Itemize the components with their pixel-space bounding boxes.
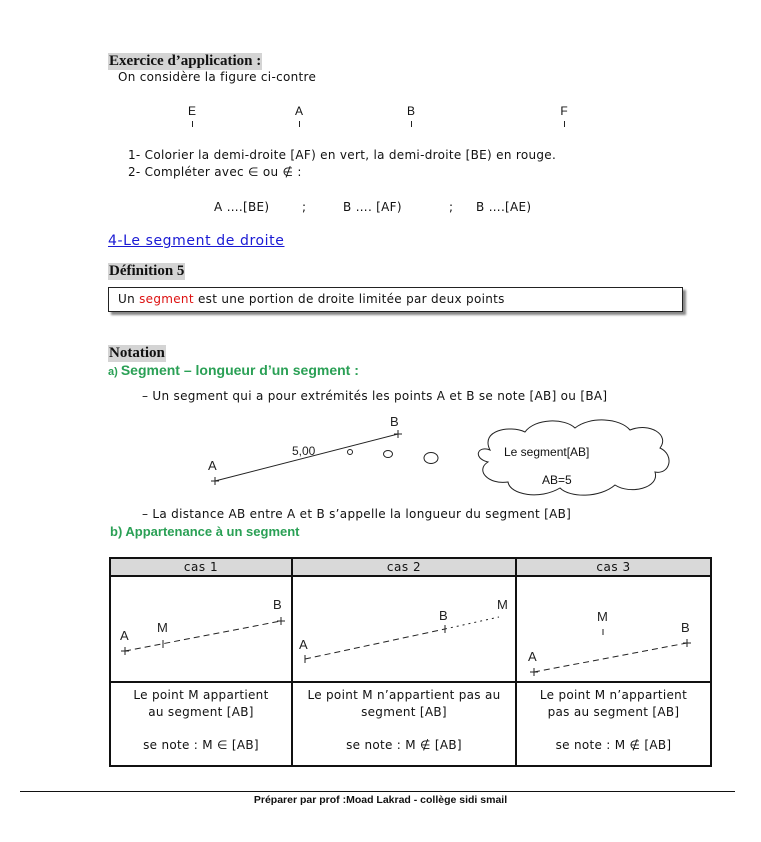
section-title-link[interactable]: 4-Le segment de droite — [108, 233, 285, 249]
segment-point-b: B — [390, 414, 399, 429]
header-cas-2: cas 2 — [292, 558, 516, 576]
description-cas-3 — [516, 682, 711, 766]
svg-text:B: B — [439, 608, 448, 623]
svg-text:M: M — [597, 609, 608, 624]
figure-cas-3 — [516, 576, 711, 682]
footer-divider — [20, 791, 735, 792]
fill-in-sep-1: ; — [302, 200, 307, 214]
description-line: Le point M n’appartient — [539, 688, 688, 702]
point-tick-f — [564, 121, 565, 127]
point-tick-a — [299, 121, 300, 127]
point-tick-b — [411, 121, 412, 127]
fill-in-sep-2: ; — [449, 200, 454, 214]
bullet-notation: – Un segment qui a pour extrémités les points A et B se note [AB] ou [BA] — [142, 389, 608, 403]
footer-credit: Préparer par prof :Moad Lakrad - collège sidi smail — [253, 794, 508, 806]
point-label-f: F — [560, 104, 568, 118]
figure-cas-1 — [110, 576, 292, 682]
point-tick-e — [192, 121, 193, 127]
fill-in-1: A ….[BE) — [214, 200, 270, 214]
svg-text:B: B — [273, 597, 282, 612]
subsection-b-title: b) Appartenance à un segment — [110, 524, 300, 539]
description-cas-2 — [292, 682, 516, 766]
point-label-a: A — [294, 104, 303, 118]
definition-text — [118, 292, 505, 306]
subsection-a-text: Segment – longueur d’un segment : — [120, 362, 359, 378]
definition-box — [108, 287, 683, 312]
figure-cas-2 — [292, 576, 516, 682]
fill-in-3: B ….[AE) — [476, 200, 532, 214]
subsection-a-label: a) — [108, 366, 121, 378]
point-label-b: B — [406, 104, 415, 118]
definition-text-before: Un — [118, 292, 140, 306]
description-line: segment [AB] — [361, 705, 447, 719]
cloud-line-2: AB=5 — [542, 473, 572, 487]
svg-text:M: M — [157, 620, 168, 635]
header-cas-1: cas 1 — [110, 558, 292, 576]
definition-title: Définition 5 — [109, 263, 185, 279]
description-note: se note : M ∉ [AB] — [346, 738, 462, 752]
cases-table — [109, 557, 712, 767]
point-label-e: E — [187, 104, 196, 118]
svg-text:M: M — [497, 597, 508, 612]
segment-point-a: A — [208, 458, 217, 473]
notation-title: Notation — [109, 345, 165, 361]
exercise-title: Exercice d’application : — [109, 53, 262, 69]
fill-in-2: B …. [AF) — [343, 200, 402, 214]
definition-text-after: est une portion de droite limitée par deux points — [193, 292, 505, 306]
cloud-line-1: Le segment[AB] — [504, 445, 590, 459]
segment-measure: 5,00 — [292, 444, 316, 458]
subsection-a-title — [108, 362, 359, 378]
header-cas-3: cas 3 — [516, 558, 711, 576]
description-line: au segment [AB] — [148, 705, 254, 719]
description-note: se note : M ∈ [AB] — [143, 738, 259, 752]
question-1: 1- Colorier la demi-droite [AF) en vert, la demi-droite [BE) en rouge. — [128, 148, 557, 162]
definition-highlight: segment — [139, 292, 194, 306]
svg-text:A: A — [299, 637, 308, 652]
svg-text:A: A — [120, 628, 129, 643]
svg-text:A: A — [528, 649, 537, 664]
description-line: Le point M n’appartient pas au — [307, 688, 501, 702]
question-2: 2- Compléter avec ∈ ou ∉ : — [128, 165, 302, 179]
description-cas-1 — [110, 682, 292, 766]
bullet-distance: – La distance AB entre A et B s’appelle la longueur du segment [AB] — [142, 507, 572, 521]
description-line: pas au segment [AB] — [547, 705, 680, 719]
description-note: se note : M ∉ [AB] — [555, 738, 672, 752]
svg-text:B: B — [681, 620, 690, 635]
segment-figure — [190, 410, 680, 505]
exercise-intro: On considère la figure ci-contre — [118, 70, 317, 84]
description-line: Le point M appartient — [133, 688, 269, 702]
